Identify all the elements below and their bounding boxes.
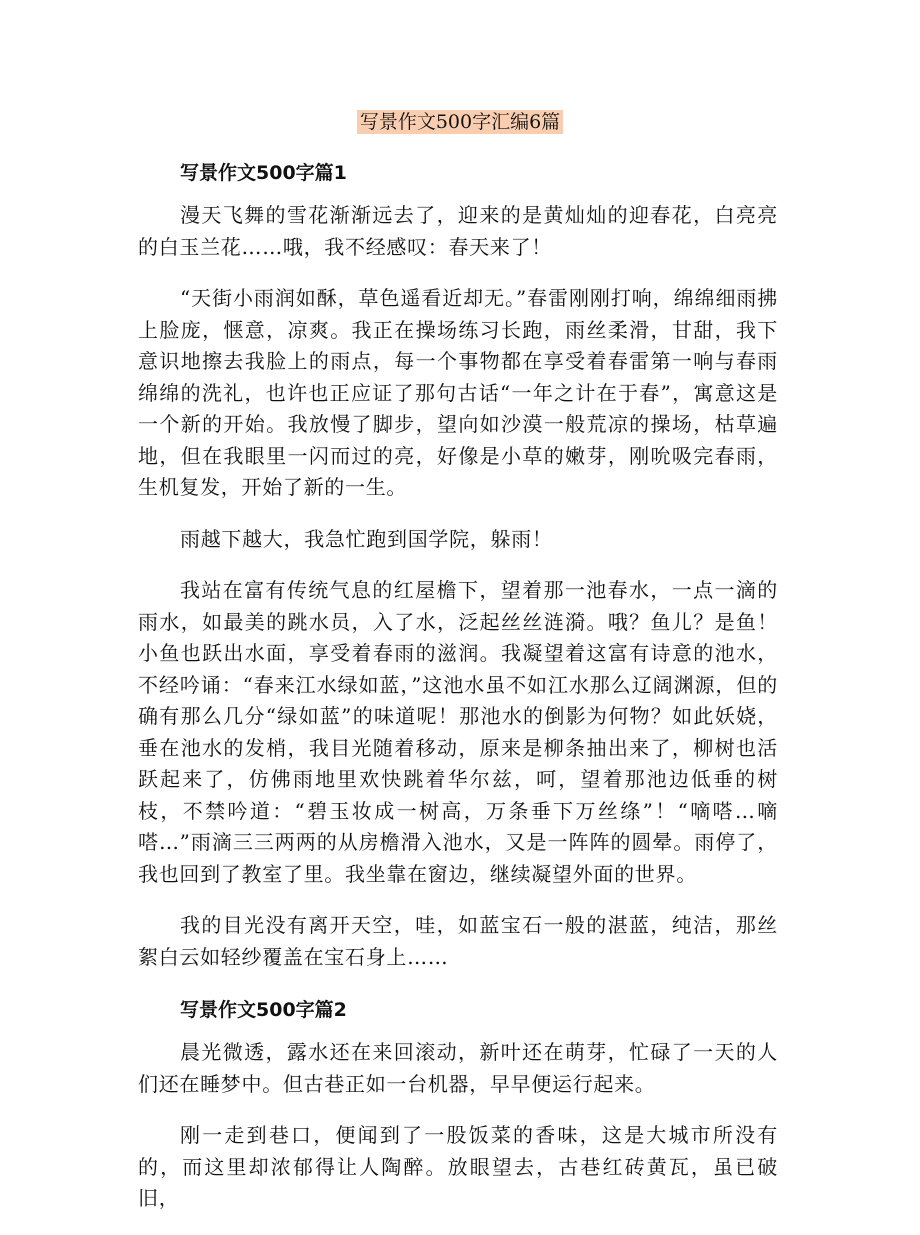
- section-heading: 写景作文500字篇2: [180, 999, 347, 1021]
- section-heading: 写景作文500字篇1: [180, 162, 347, 184]
- paragraph: “天街小雨润如酥，草色遥看近却无。”春雷刚刚打响，绵绵细雨拂上脸庞，惬意，凉爽。我正在操场练习长跑，雨丝柔滑，甘甜，我下意识地擦去我脸上的雨点，每一个事物都在享受着春雷第一响与春雨绵绵的洗礼，也许也正应证了那句古话“一年之计在于春”，寓意这是一个新的开始。我放慢了脚步，望向如沙漠一般荒凉的操场，枯草遍地，但在我眼里一闪而过的亮，好像是小草的嫩芽，刚吮吸完春雨，生机复发，开始了新的一生。: [138, 286, 778, 499]
- paragraph: 漫天飞舞的雪花渐渐远去了，迎来的是黄灿灿的迎春花，白亮亮的白玉兰花……哦，我不经感叹：春天来了！: [138, 203, 778, 259]
- paragraph: 晨光微透，露水还在来回滚动，新叶还在萌芽，忙碌了一天的人们还在睡梦中。但古巷正如一台机器，早早便运行起来。: [138, 1040, 778, 1096]
- paragraph: 刚一走到巷口，便闻到了一股饭菜的香味，这是大城市所没有的，而这里却浓郁得让人陶醉。放眼望去，古巷红砖黄瓦，虽已破旧，: [138, 1123, 778, 1210]
- document-title: [0, 108, 920, 136]
- paragraph: 我站在富有传统气息的红屋檐下，望着那一池春水，一点一滴的雨水，如最美的跳水员，入了水，泛起丝丝涟漪。哦？鱼儿？是鱼！小鱼也跃出水面，享受着春雨的滋润。我凝望着这富有诗意的池水，不经吟诵：“春来江水绿如蓝，”这池水虽不如江水那么辽阔渊源，但的确有那么几分“绿如蓝”的味道呢！那池水的倒影为何物？如此妖娆，垂在池水的发梢，我目光随着移动，原来是柳条抽出来了，柳树也活跃起来了，仿佛雨地里欢快跳着华尔兹，呵，望着那池边低垂的树枝，不禁吟道：“碧玉妆成一树高，万条垂下万丝绦”！“嘀嗒…嘀嗒…”雨滴三三两两的从房檐滑入池水，又是一阵阵的圆晕。雨停了，我也回到了教室了里。我坐靠在窗边，继续凝望外面的世界。: [138, 578, 778, 886]
- paragraph: 雨越下越大，我急忙跑到国学院，躲雨！: [180, 526, 553, 551]
- paragraph: 我的目光没有离开天空，哇，如蓝宝石一般的湛蓝，纯洁，那丝絮白云如轻纱覆盖在宝石身上……: [138, 913, 778, 969]
- section-1: [138, 156, 778, 973]
- document-title-text: 写景作文500字汇编6篇: [357, 110, 563, 134]
- section-2: [138, 993, 778, 1215]
- document-body: [138, 156, 778, 1235]
